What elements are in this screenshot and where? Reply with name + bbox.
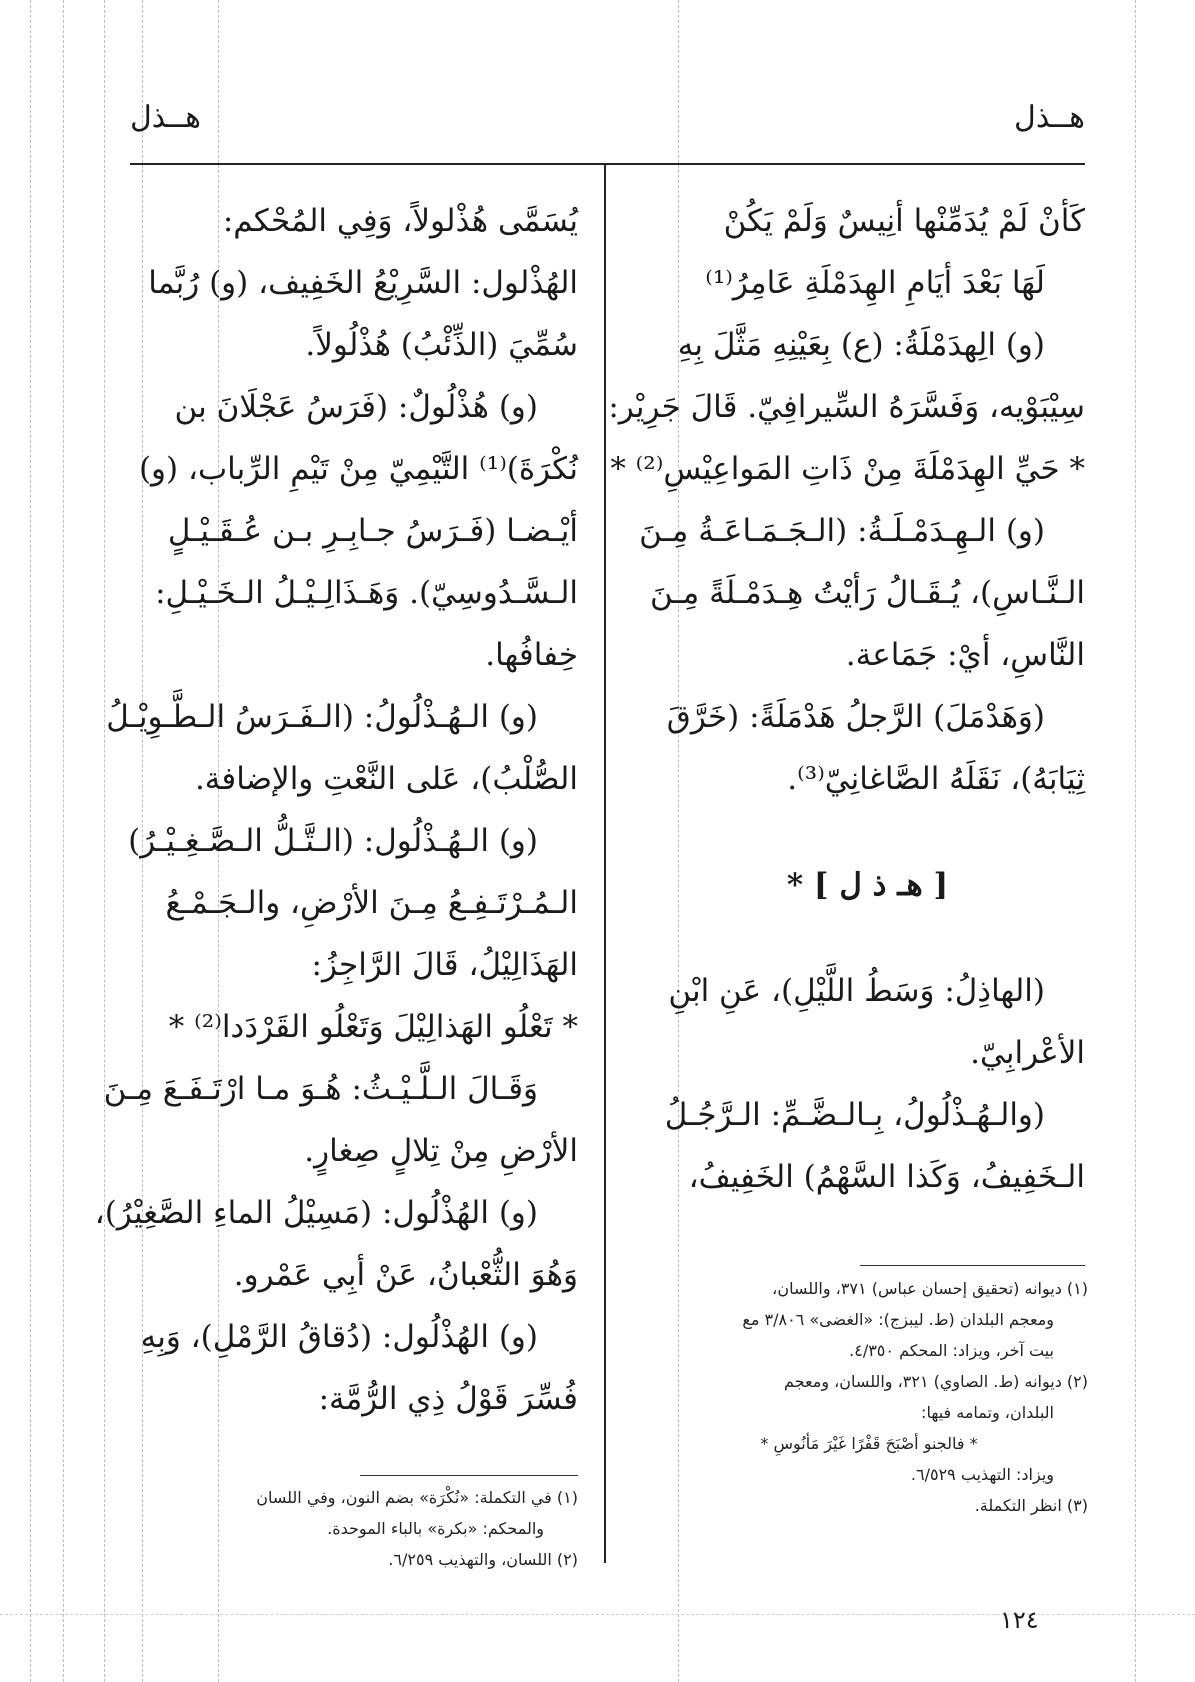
guide-line (30, 0, 31, 1682)
text-line: أيْـضـا (فَـرَسُ جـابِـرِ بـن عُـقَـيْـلٍ (167, 513, 578, 549)
footnote-line: (١) في التكملة: «نُكْرَة» بضم النون، وفي اللسان (256, 1488, 578, 1507)
footnote-line: ويزاد: التهذيب ٦/٥٢٩. (910, 1465, 1054, 1484)
text-line: (الهاذِلُ: وَسَطُ اللَّيْلِ)، عَنِ ابْنِ (668, 973, 1045, 1009)
footnote-line: ومعجم البلدان (ط. ليبزج): «الغضى» ٣/٨٠٦ مع (742, 1310, 1054, 1329)
text-line: ثِيَابَهُ)، نَقَلَهُ الصَّاغانِيّ⁽³⁾. (787, 761, 1085, 797)
text-line: (و) هُذْلُولٌ: (فَرَسُ عَجْلَانَ بن (174, 389, 538, 425)
header-rule (130, 163, 1085, 165)
text-line: (و) الِهدَمْلَةُ: (ع) بِعَيْنِهِ مَثَّلَ بِهِ (677, 327, 1045, 363)
text-line: (و) الهُذْلُول: (دُقاقُ الرَّمْلِ)، وَبِهِ (140, 1319, 538, 1355)
text-line: النَّاسِ، أيْ: جَمَاعة. (845, 637, 1085, 673)
text-line: الـنَّـاسِ)، يُـقَـالُ رَأيْتُ هِـدَمْـلَةً مِـنَ (649, 575, 1085, 611)
text-line: الـسَّـدُوسِيّ). وَهَـذَالِـيْـلُ الـخَـيْـلِ: (155, 575, 578, 611)
text-line: فُسِّرَ قَوْلُ ذِي الرُّمَّة: (318, 1381, 578, 1417)
text-line: الصُّلْبُ)، عَلى النَّعْتِ والإضافة. (194, 761, 578, 797)
running-header (130, 92, 1085, 148)
footnote-line: بيت آخر، ويزاد: المحكم ٤/٣٥٠. (849, 1341, 1054, 1360)
guide-line (104, 0, 105, 1682)
footnotes-left (130, 1482, 578, 1575)
text-line: وَهُوَ الثُّعْبانُ، عَنْ أبِي عَمْرو. (233, 1257, 578, 1293)
footnote-rule (360, 1475, 578, 1476)
text-line: (و) الـهِـدَمْـلَـةُ: (الـجَـمَـاعَـةُ مِـنَ (639, 513, 1045, 549)
page-number: ١٢٤ (1000, 1606, 1039, 1634)
guide-line (63, 0, 64, 1682)
text-line: * تَعْلُو الهَذالِيْلَ وَتَعْلُو القَرْدَدا⁽²⁾ * (168, 1009, 578, 1045)
footnote-rule (860, 1265, 1085, 1266)
text-line: سِيْبَوْيه، وَفَسَّرَهُ السِّيرافِيّ. قَالَ جَرِيْر: (608, 389, 1085, 425)
footnote-line: (١) ديوانه (تحقيق إحسان عباس) ٣٧١، واللسان، (772, 1279, 1088, 1298)
text-line: خِفافُها. (485, 637, 578, 673)
footnote-line: * فالجنو أصْبَحَ قَفْرًا غَيْرَ مَأنُوسِ * (760, 1434, 978, 1453)
text-line: * حَيِّ الهِدَمْلَةَ مِنْ ذَاتِ المَواعِيْسِ⁽²⁾ * (610, 451, 1085, 487)
text-line: (والـهُـذْلُولُ، بِـالـضَّـمِّ: الـرَّجُـلُ (664, 1097, 1045, 1133)
text-line: (و) الـهُـذْلُول: (الـتَّـلُّ الـصَّـغِـيْـرُ) (128, 823, 538, 859)
text-line: (و) الـهُـذْلُولُ: (الـفَـرَسُ الـطَّـوِيْـلُ (106, 699, 538, 735)
text-line: يُسَمَّى هُذْلولاً، وَفِي المُحْكم: (222, 203, 578, 239)
text-line: الـمُـرْتَـفِـعُ مِـنَ الأرْضِ، والـجَـمْـعُ (165, 885, 578, 921)
text-line: لَهَا بَعْدَ أيَامِ الهِدَمْلَةِ عَامِرُ⁽¹⁾ (705, 265, 1045, 301)
text-line: نُكْرَةَ)⁽¹⁾ التَّيْمِيّ مِنْ تَيْمِ الرِّباب، (و) (138, 451, 578, 487)
text-line: الهُذْلول: السَّرِيْعُ الخَفِيف، (و) رُبَّما (148, 265, 578, 301)
footnote-line: (٢) ديوانه (ط. الصاوي) ٣٢١، واللسان، ومعجم (784, 1372, 1088, 1391)
text-line: كَأنْ لَمْ يُدَمِّنْها أنِيسٌ وَلَمْ يَكُنْ (723, 203, 1085, 239)
footnotes-right (650, 1273, 1088, 1521)
text-line: الأرْضِ مِنْ تِلالٍ صِغارٍ. (304, 1133, 578, 1169)
left-column (94, 190, 578, 1430)
footnote-line: (٣) انظر التكملة. (974, 1496, 1088, 1515)
right-column (608, 190, 1085, 1208)
running-head-left: هــذل (130, 100, 201, 135)
text-line: الهَذَالِيْلُ، قَالَ الرَّاجِزُ: (311, 947, 578, 983)
footnote-line: والمحكم: «بكرة» بالباء الموحدة. (327, 1519, 544, 1538)
text-line: (وَهَدْمَلَ) الرَّجلُ هَدْمَلَةً: (خَرَّقَ (666, 699, 1045, 735)
running-head-right: هــذل (1014, 100, 1085, 135)
text-line: الـخَفِيفُ، وَكَذا السَّهْمُ) الخَفِيفُ، (688, 1159, 1085, 1195)
column-divider (604, 163, 606, 1563)
text-line: (و) الهُذْلُول: (مَسِيْلُ الماءِ الصَّغِيْرُ)، (94, 1195, 538, 1231)
text-line: الأعْرابِيّ. (970, 1035, 1085, 1071)
text-line: سُمِّيَ (الذِّئْبُ) هُذْلُولاً. (305, 327, 578, 363)
text-line: وَقَـالَ الـلَّـيْـثُ: هُـوَ مـا ارْتَـفَـعَ مِـنَ (103, 1071, 538, 1107)
entry-heading: [ هـ ذ ل ] * (786, 867, 949, 903)
footnote-line: البلدان، وتمامه فيها: (921, 1403, 1054, 1422)
guide-line (1135, 0, 1136, 1682)
footnote-line: (٢) اللسان، والتهذيب ٦/٢٥٩. (388, 1550, 578, 1569)
